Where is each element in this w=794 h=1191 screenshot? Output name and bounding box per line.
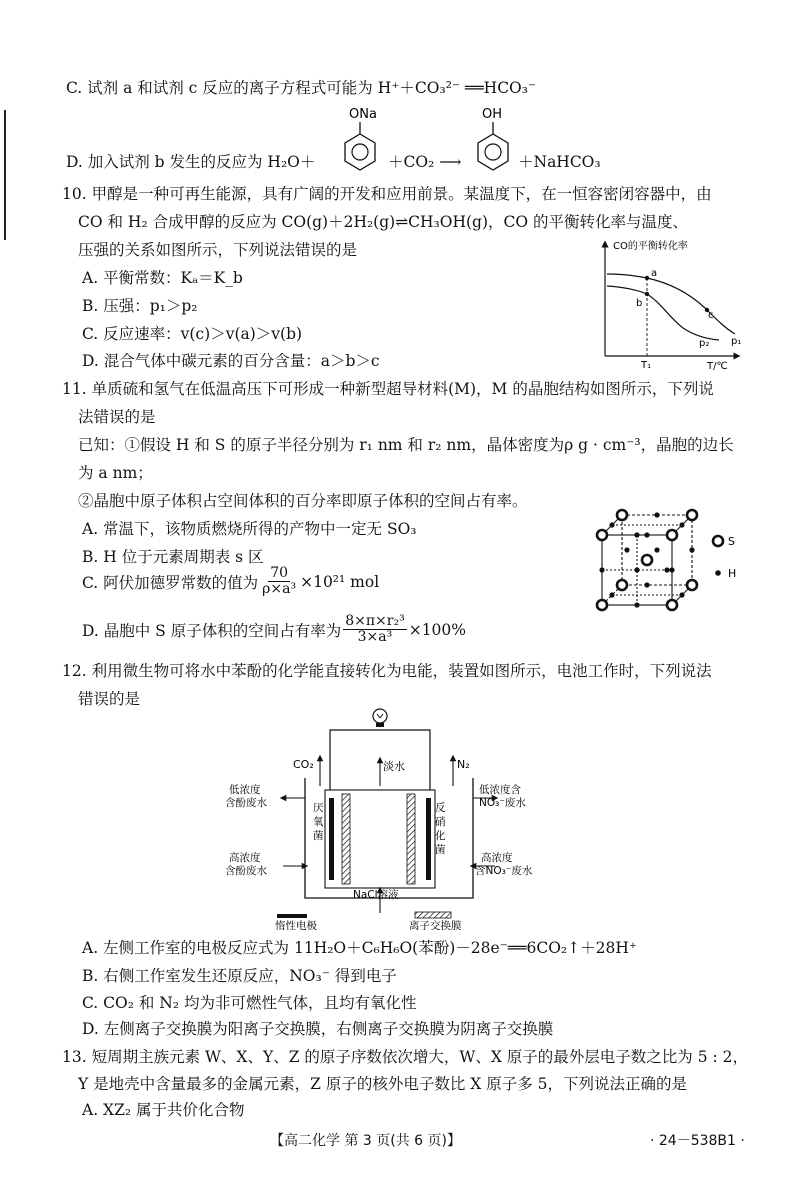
denit-label-2: 硝 [435,816,446,828]
co-conversion-graph [595,236,745,371]
anaerobe-label-1: 厌 [313,802,324,814]
phenol-structure [468,104,518,176]
q11-option-d-denominator: 3×a³ [357,629,393,646]
q11-option-c-fraction [260,566,298,598]
anaerobe-label-3: 菌 [313,830,324,842]
q10-option-a: A. 平衡常数：Kₐ＝K_b [82,269,243,287]
curve-p1-label: p₁ [731,336,742,347]
point-b [645,292,649,296]
right-inflow-label-1: 高浓度 [481,852,513,864]
q9-option-d [66,150,315,172]
q12-option-d: D. 左侧离子交换膜为阳离子交换膜，右侧离子交换膜为阴离子交换膜 [82,1020,554,1038]
q10-stem-line1: 10. 甲醇是一种可再生能源，具有广阔的开发和应用前景。某温度下，在一恒容密闭容器中，由 [62,185,712,203]
left-outflow-label-1: 低浓度 [229,784,261,796]
microbial-fuel-cell-diagram [225,708,555,930]
page-footer-code: · 24－538B1 · [650,1133,745,1149]
oh-label: OH [482,107,503,122]
q12-option-a: A. 左侧工作室的电极反应式为 11H₂O＋C₆H₆O(苯酚)－28e⁻══6CO₂↑＋28H⁺ [82,939,638,957]
right-outflow-label-1: 低浓度含 [479,784,521,796]
anaerobe-label-2: 氧 [313,816,324,828]
left-outflow-label-2: 含酚废水 [225,797,267,809]
q13-stem-line1: 13. 短周期主族元素 W、X、Y、Z 的原子序数依次增大，W、X 原子的最外层电子数之比为 5 : 2， [62,1048,749,1066]
co2-label: CO₂ [293,758,314,771]
light-bulb-icon [373,709,387,727]
q11-given-line3: ②晶胞中原子体积占空间体积的百分率即原子体积的空间占有率。 [78,492,528,510]
q9-option-d-post: ＋NaHCO₃ [518,153,601,171]
point-b-label: b [636,298,643,309]
q12-stem-line1: 12. 利用微生物可将水中苯酚的化学能直接转化为电能，装置如图所示，电池工作时，下列说法 [62,662,712,680]
fresh-water-label: 淡水 [383,760,405,773]
q10-option-c: C. 反应速率：v(c)＞v(a)＞v(b) [82,325,303,343]
denit-label-3: 化 [435,830,446,842]
nacl-label: NaCl溶液 [353,889,399,901]
legend-s-label: S [728,535,735,548]
q11-option-b: B. H 位于元素周期表 s 区 [82,548,264,566]
q11-option-d-pre: D. 晶胞中 S 原子体积的空间占有率为 [82,621,342,640]
q11-option-c [82,566,379,598]
denit-label-4: 菌 [435,844,446,856]
point-a [645,276,649,280]
left-inflow-label-2: 含酚废水 [225,865,267,877]
q11-stem-line1: 11. 单质硫和氢气在低温高压下可形成一种新型超导材料(M)，M 的晶胞结构如图所示，下列说 [62,380,714,398]
q11-stem-line2: 法错误的是 [78,408,156,426]
q13-stem-line2: Y 是地壳中含量最多的金属元素，Z 原子的核外电子数比 X 原子多 5，下列说法正确的是 [78,1075,688,1093]
q9-option-d-mid: ＋CO₂ ⟶ [388,153,462,171]
q10-stem-line3: 压强的关系如图所示，下列说法错误的是 [78,241,358,259]
ona-label: ONa [349,107,377,122]
q11-option-d-post: ×100% [408,620,467,639]
y-axis-label: CO的平衡转化率 [613,241,688,252]
q10-option-d: D. 混合气体中碳元素的百分含量：a＞b＞c [82,352,380,370]
legend-electrode-swatch [277,914,307,918]
legend-membrane-swatch [415,912,451,918]
curve-p2 [607,286,719,340]
q11-option-d-numerator: 8×π×r₂³ [345,613,405,629]
q11-given-line2: 为 a nm； [78,464,153,482]
q11-option-d [82,614,466,646]
curve-p1 [607,274,735,334]
q10-stem-line2: CO 和 H₂ 合成甲醇的反应为 CO(g)＋2H₂(g)⇌CH₃OH(g)，CO 的平衡转化率与温度、 [78,213,689,231]
curve-p2-label: p₂ [699,338,710,349]
q11-option-a: A. 常温下，该物质燃烧所得的产物中一定无 SO₃ [82,520,417,538]
q11-option-c-post: ×10²¹ mol [300,572,380,591]
sodium-phenoxide-structure [335,104,385,176]
q9-option-d-pre: D. 加入试剂 b 发生的反应为 H₂O＋ [66,153,316,171]
point-c-label: c [708,310,714,321]
left-inflow-label-1: 高浓度 [229,852,261,864]
legend-electrode-label: 惰性电极 [275,920,317,930]
crystal-unit-cell-diagram [590,505,750,617]
legend-h-marker [715,570,721,576]
q13-option-a: A. XZ₂ 属于共价化合物 [82,1101,245,1119]
q12-option-c: C. CO₂ 和 N₂ 均为非可燃性气体，且均有氧化性 [82,994,417,1012]
x-axis-label: T/℃ [707,361,728,371]
right-outflow-label-2: NO₃⁻废水 [479,797,526,809]
denit-label-1: 反 [435,802,446,814]
legend-membrane-label: 离子交换膜 [409,920,462,930]
legend-s-marker [713,536,723,546]
n2-label: N₂ [457,758,470,771]
q11-option-d-fraction [343,614,407,646]
scan-edge-mark [4,110,6,240]
q12-option-b: B. 右侧工作室发生还原反应，NO₃⁻ 得到电子 [82,967,397,985]
q10-option-b: B. 压强：p₁＞p₂ [82,297,198,315]
point-a-label: a [651,268,658,279]
q11-option-c-pre: C. 阿伏加德罗常数的值为 [82,573,259,592]
q12-stem-line2: 错误的是 [78,690,141,708]
q11-given-line1: 已知：①假设 H 和 S 的原子半径分别为 r₁ nm 和 r₂ nm，晶体密度为ρ g · cm⁻³，晶胞的边长 [78,436,734,454]
t1-label: T₁ [641,360,652,371]
q11-option-c-denominator: ρ×a³ [262,581,297,598]
page-footer-title: 【高二化学 第 3 页(共 6 页)】 [270,1133,461,1149]
right-inflow-label-2: 含NO₃⁻废水 [475,865,533,877]
q9-option-c: C. 试剂 a 和试剂 c 反应的离子方程式可能为 H⁺＋CO₃²⁻ ══HCO₃⁻ [66,79,537,97]
q11-option-c-numerator: 70 [270,565,289,581]
legend-h-label: H [728,567,737,580]
